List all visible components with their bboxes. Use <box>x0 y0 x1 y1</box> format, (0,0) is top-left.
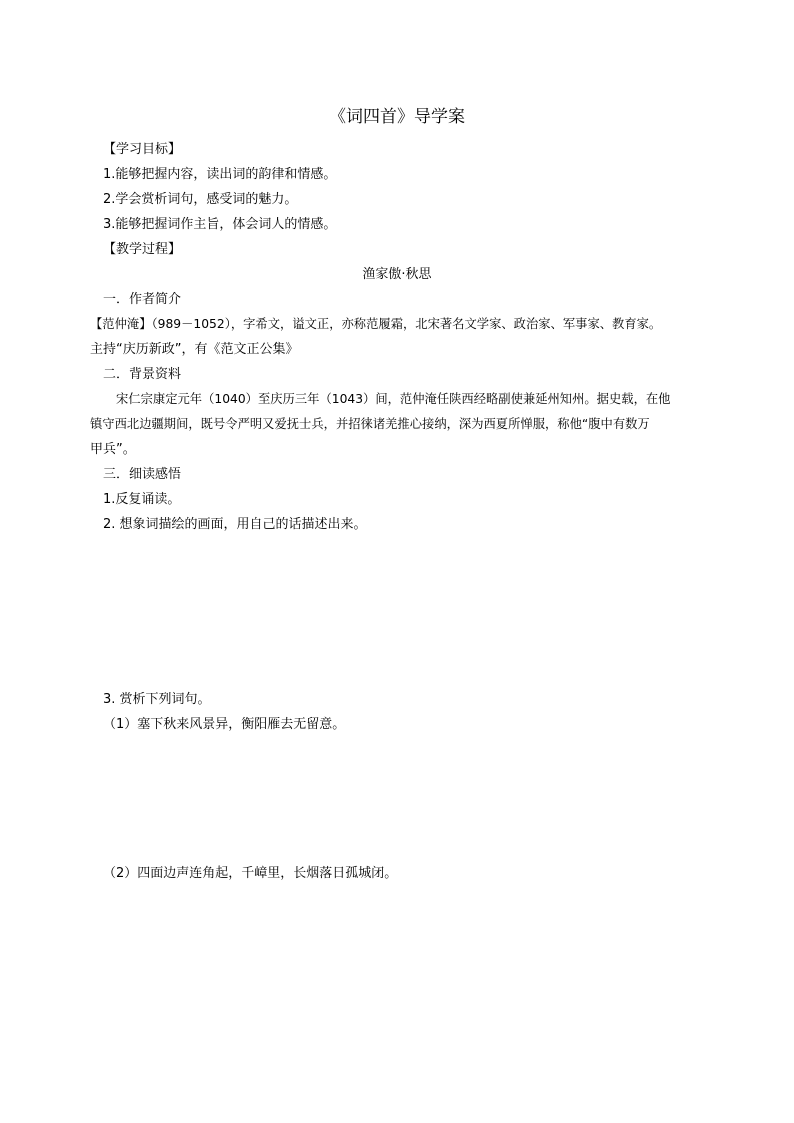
objective-item: 3.能够把握词作主旨，体会词人的情感。 <box>103 217 337 232</box>
background-line: 镇守西北边疆期间，既号令严明又爱抚士兵，并招徕诸羌推心接纳，深为西夏所惮服，称他“腹中有数万 <box>90 417 650 431</box>
background-line: 甲兵”。 <box>90 442 136 457</box>
author-line: 【范仲淹】（989－1052），字希文，谥文正，亦称范履霜，北宋著名文学家、政治家、军事家、教育家。 <box>90 317 662 331</box>
background-line: 宋仁宗康定元年（1040）至庆历三年（1043）间，范仲淹任陕西经略副使兼延州知州。据史载，在他 <box>116 392 671 406</box>
document-title: 《词四首》导学案 <box>329 107 465 127</box>
appreciation-item: （1）塞下秋来风景异，衡阳雁去无留意。 <box>103 717 346 732</box>
reading-item: 2. 想象词描绘的画面，用自己的话描述出来。 <box>103 517 367 532</box>
appreciation-heading: 3. 赏析下列词句。 <box>103 692 211 707</box>
poem-title: 渔家傲·秋思 <box>362 267 432 282</box>
author-heading: 一．作者简介 <box>103 292 182 307</box>
reading-item: 1.反复诵读。 <box>103 492 181 507</box>
background-heading: 二．背景资料 <box>103 367 182 382</box>
process-heading: 【教学过程】 <box>103 242 182 257</box>
author-line: 主持“庆历新政”，有《范文正公集》 <box>90 342 299 357</box>
objective-item: 1.能够把握内容，读出词的韵律和情感。 <box>103 167 337 182</box>
objective-item: 2.学会赏析词句，感受词的魅力。 <box>103 192 298 207</box>
appreciation-item: （2）四面边声连角起，千嶂里，长烟落日孤城闭。 <box>103 866 398 881</box>
reading-heading: 三．细读感悟 <box>103 467 182 482</box>
objectives-heading: 【学习目标】 <box>103 142 182 157</box>
